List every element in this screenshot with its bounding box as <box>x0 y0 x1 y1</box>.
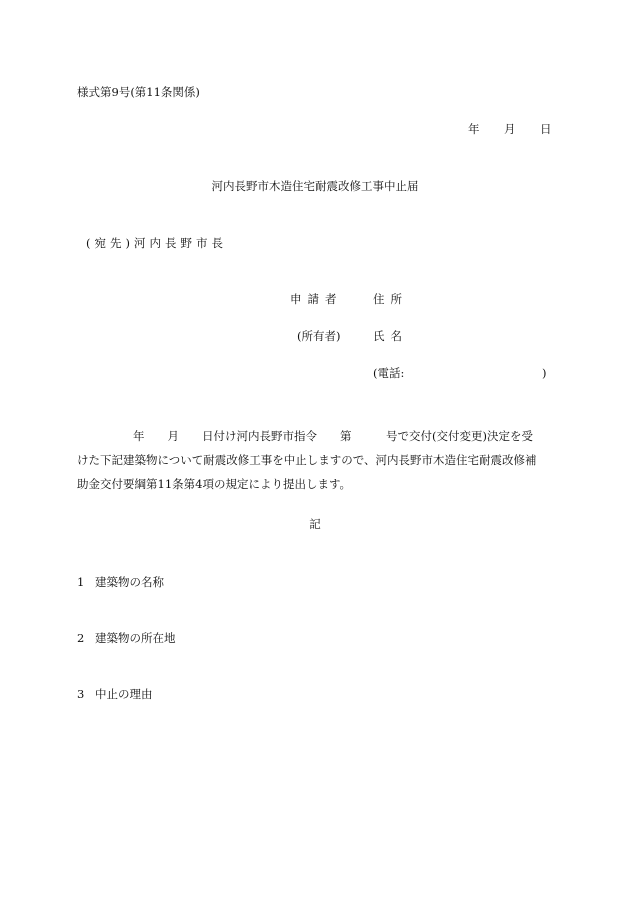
item-number: 3 <box>77 687 85 701</box>
document-title: 河内長野市木造住宅耐震改修工事中止届 <box>211 179 419 193</box>
item-label: 建築物の所在地 <box>95 631 176 645</box>
name-label: 氏名 <box>373 329 408 343</box>
form-number: 様式第9号(第11条関係) <box>77 85 200 99</box>
body-line-3: 助金交付要綱第11条第4項の規定により提出します。 <box>77 477 352 491</box>
item-number: 1 <box>77 575 85 589</box>
body-line-1: 年 月 日付け河内長野市指令 第 号で交付(交付変更)決定を受 <box>133 429 533 443</box>
phone-close-paren: ) <box>542 366 547 380</box>
date-month-label: 月 <box>504 122 516 136</box>
address-label: 住所 <box>373 292 408 306</box>
list-item <box>77 689 153 701</box>
item-label: 建築物の名称 <box>95 575 164 589</box>
date-year-label: 年 <box>468 122 480 136</box>
applicant-label: 申請者 <box>290 292 343 306</box>
phone-label: (電話: <box>373 366 405 380</box>
date-day-label: 日 <box>540 122 552 136</box>
ki-heading: 記 <box>309 517 321 531</box>
list-item <box>77 633 176 645</box>
addressee: (宛先)河内長野市長 <box>86 236 227 250</box>
item-number: 2 <box>77 631 85 645</box>
item-label: 中止の理由 <box>95 687 153 701</box>
owner-label: (所有者) <box>297 329 341 343</box>
body-paragraph <box>77 424 553 496</box>
list-item <box>77 577 164 589</box>
body-line-2: けた下記建築物について耐震改修工事を中止しますので、河内長野市木造住宅耐震改修補 <box>77 453 537 467</box>
